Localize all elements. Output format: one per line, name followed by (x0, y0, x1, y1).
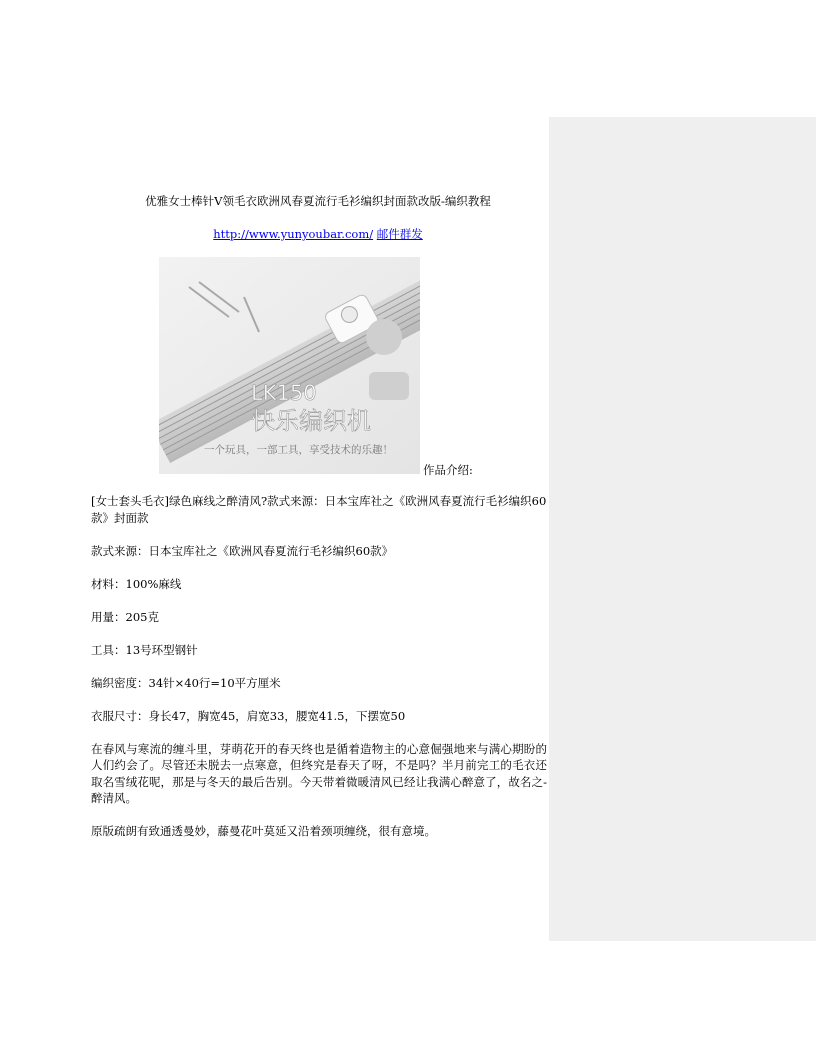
style-source-line-2: 款式来源：日本宝库社之《欧洲风春夏流行毛衫编织60款》 (91, 543, 394, 558)
image-brand-text: LK150 (251, 381, 317, 405)
style-source-line: [女士套头毛衣]绿色麻线之醉清风?款式来源：日本宝库社之《欧洲风春夏流行毛衫编织60款》封面款 (91, 494, 547, 525)
knitting-machine-image (159, 257, 420, 474)
document-title: 优雅女士棒针V领毛衣欧洲风春夏流行毛衫编织封面款改版-编织教程 (145, 194, 491, 208)
tool-line: 工具：13号环型钢针 (91, 642, 198, 657)
mail-link[interactable]: 邮件群发 (376, 227, 423, 241)
image-slogan: 一个玩具，一部工具，享受技术的乐趣！ (204, 444, 393, 456)
quantity-line: 用量：205克 (91, 609, 159, 624)
story-paragraph: 在春风与寒流的缠斗里，芽萌花开的春天终也是循着造物主的心意倔强地来与满心期盼的人们约会了。尽管还未脱去一点寒意，但终究是春天了呀，不是吗？半月前完工的毛衣还取名雪绒花呢，那是与冬天的最后告别。今天带着微暖清风已经让我满心醉意了，故名之-醉清风。 (91, 741, 547, 805)
website-link[interactable]: http://www.yunyoubar.com/ (213, 227, 374, 241)
gauge-line: 编织密度：34针×40行=10平方厘米 (91, 675, 281, 690)
description-paragraph: 原版疏朗有致通透曼妙，藤曼花叶莫延又沿着颈项缠绕，很有意境。 (91, 824, 436, 838)
size-line: 衣服尺寸：身长47，胸宽45，肩宽33，腰宽41.5，下摆宽50 (91, 708, 406, 723)
intro-label: 作品介绍: (423, 463, 473, 477)
image-headline: 快乐编织机 (251, 407, 371, 435)
link-row (0, 226, 636, 242)
document-body (91, 493, 547, 856)
material-line: 材料：100%麻线 (91, 576, 182, 591)
